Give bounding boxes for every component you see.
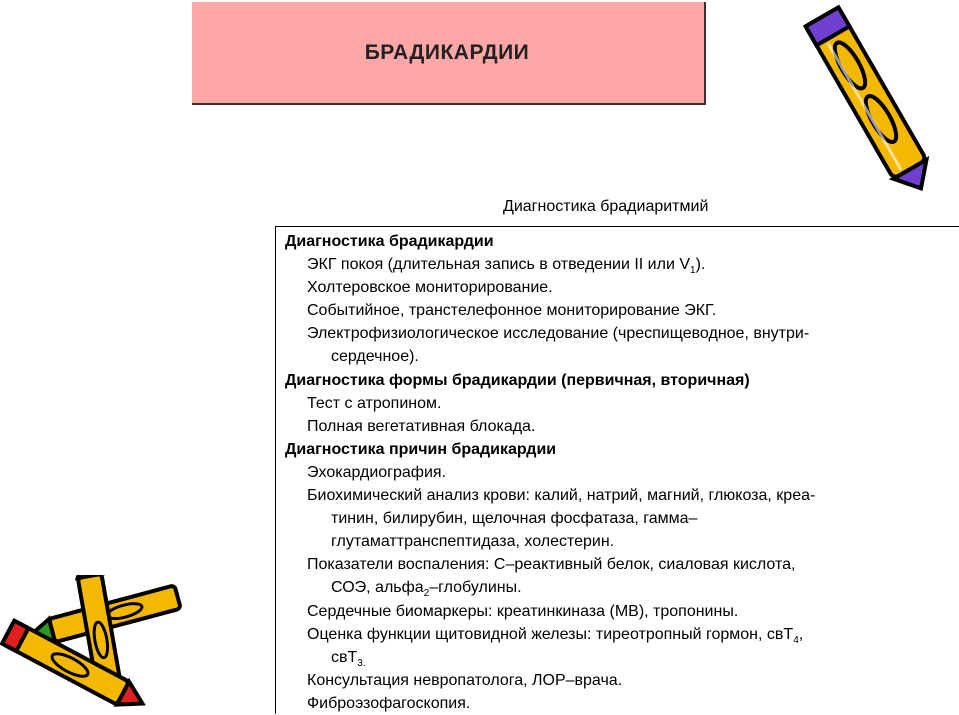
list-item: Электрофизиологическое исследование (чреспищеводное, внутри- (307, 325, 810, 343)
list-item-continuation: свТ$_{3.}$ (331, 648, 366, 669)
list-item: Полная вегетативная блокада. (307, 417, 536, 435)
list-item: Консультация невропатолога, ЛОР–врача. (307, 671, 623, 689)
list-item-continuation: СОЭ, альфа$_2$–глобулины. (331, 579, 522, 600)
list-item: Холтеровское мониторирование. (307, 279, 553, 297)
list-item: Биохимический анализ крови: калий, натрий, магний, глюкоза, креа- (307, 487, 816, 505)
list-item: Оценка функции щитовидной железы: тиреотропный гормон, свТ$_4$, (307, 625, 804, 646)
list-item: Тест с атропином. (307, 394, 442, 412)
list-item-continuation: сердечное). (331, 348, 419, 366)
diagnostics-table (275, 226, 959, 714)
table-caption: Диагностика брадиаритмий (503, 198, 709, 215)
list-item: Фиброэзофагоскопия. (307, 694, 471, 712)
list-item: Показатели воспаления: С–реактивный белок, сиаловая кислота, (307, 556, 796, 574)
list-item: Эхокардиография. (307, 463, 447, 481)
list-item-continuation: тинин, билирубин, щелочная фосфатаза, гамма– (331, 510, 698, 528)
section-header: Диагностика формы брадикардии (первичная, вторичная) (285, 371, 750, 389)
title-box (192, 2, 706, 105)
section-header: Диагностика брадикардии (285, 233, 494, 250)
list-item: Сердечные биомаркеры: креатинкиназа (МВ), тропонины. (307, 602, 739, 620)
list-item: ЭКГ покоя (длительная запись в отведении II или $V_1$). (307, 256, 706, 277)
pencil-icon (800, 0, 940, 200)
page-title: БРАДИКАРДИИ (364, 40, 530, 64)
crossed-pencils-icon (0, 575, 200, 714)
list-item-continuation: глутаматтранспептидаза, холестерин. (331, 533, 615, 551)
list-item: Событийное, транстелефонное мониторирование ЭКГ. (307, 302, 717, 320)
section-header: Диагностика причин брадикардии (285, 440, 557, 458)
